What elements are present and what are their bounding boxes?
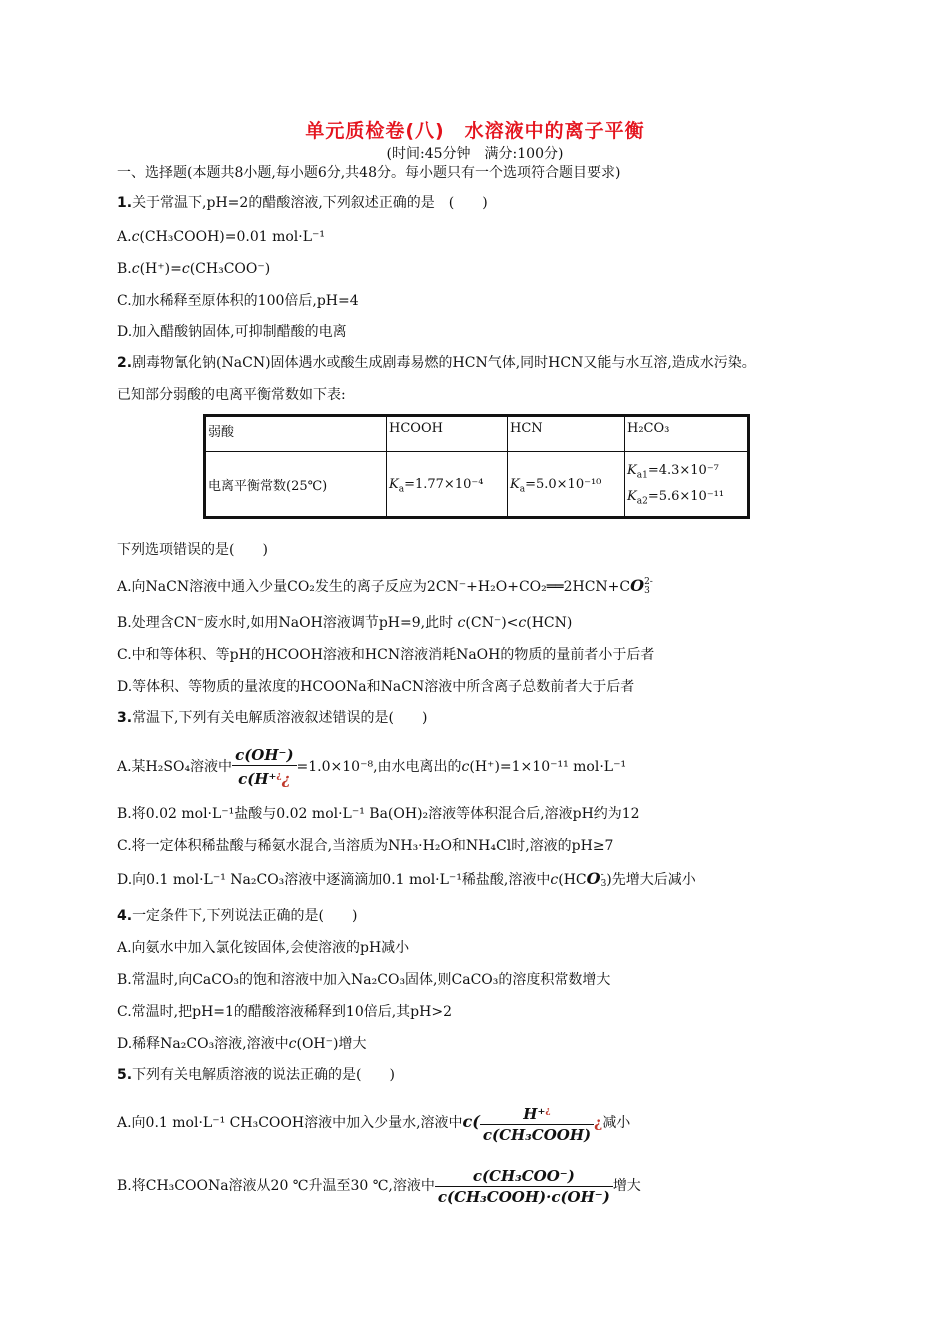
ka-value: =1.77×10⁻⁴ <box>404 476 484 492</box>
option-label: B. <box>117 261 132 277</box>
q4-option-a: A.向氨水中加入氯化铵固体,会使溶液的pH减小 <box>117 940 410 956</box>
table-cell-h2co3-ka <box>625 452 749 518</box>
render-artifact: ¿ <box>545 1106 551 1116</box>
var-c: c <box>131 229 140 245</box>
page-title: 单元质检卷(八) 水溶液中的离子平衡 <box>305 120 645 142</box>
fraction-denominator: c(CH₃COOH)·c(OH⁻) <box>437 1187 610 1206</box>
sub-a: a <box>519 484 526 495</box>
ion-charge: - <box>600 870 604 880</box>
q1-option-d: D.加入醋酸钠固体,可抑制醋酸的电离 <box>117 324 347 340</box>
option-text: D.向0.1 mol·L⁻¹ Na₂CO₃溶液中逐滴滴加0.1 mol·L⁻¹稀盐酸,溶液中 <box>117 872 551 888</box>
render-artifact: ¿ <box>281 770 291 788</box>
var-c: c <box>550 872 559 888</box>
var-c: c <box>288 1036 297 1052</box>
fraction-denominator <box>232 766 296 789</box>
render-artifact: ¿ <box>276 771 282 781</box>
var-c: c <box>518 615 527 631</box>
fraction-numerator: c(OH⁻) <box>232 745 296 766</box>
ratio-fraction <box>435 1166 613 1207</box>
question-3 <box>117 709 427 727</box>
question-5 <box>117 1066 395 1084</box>
option-text: (CH₃COOH)=0.01 mol·L⁻¹ <box>139 229 326 245</box>
question-number: 3. <box>117 710 133 726</box>
var-c: c <box>181 261 190 277</box>
q1-option-c: C.加水稀释至原体积的100倍后,pH=4 <box>117 293 359 309</box>
question-number: 5. <box>117 1067 133 1083</box>
question-stem: 关于常温下,pH=2的醋酸溶液,下列叙述正确的是 ( ) <box>132 195 488 211</box>
q1-option-b <box>117 260 270 278</box>
q3-option-a <box>117 745 626 789</box>
question-stem: 下列有关电解质溶液的说法正确的是( ) <box>132 1067 395 1083</box>
carbonate-o: O <box>630 576 645 595</box>
num-text: H⁺ <box>523 1105 546 1123</box>
paren: ( <box>472 1112 480 1131</box>
sub-a1: a1 <box>636 470 648 481</box>
option-text: )先增大后减小 <box>606 872 696 888</box>
question-4 <box>117 907 357 925</box>
page-subtitle: (时间:45分钟 满分:100分) <box>386 146 564 162</box>
fraction-numerator <box>480 1101 594 1125</box>
q4-option-b: B.常温时,向CaCO₃的饱和溶液中加入Na₂CO₃固体,则CaCO₃的溶度积常数增大 <box>117 972 611 988</box>
ka-value: =5.0×10⁻¹⁰ <box>525 476 602 492</box>
q1-option-a <box>117 228 325 246</box>
ion-subscript: 3 <box>600 879 607 889</box>
option-text: (OH⁻)增大 <box>296 1036 367 1052</box>
option-text: B.处理含CN⁻废水时,如用NaOH溶液调节pH=9,此时 <box>117 615 454 631</box>
ratio-fraction <box>480 1101 594 1145</box>
var-c: c <box>462 1112 473 1131</box>
table-header-hcn: HCN <box>508 416 625 452</box>
option-text: (CN⁻)< <box>465 615 519 631</box>
q3-option-d <box>117 870 696 889</box>
ratio-fraction <box>232 745 296 789</box>
var-k: K <box>510 476 520 492</box>
fraction-denominator: c(CH₃COOH) <box>482 1126 592 1144</box>
question-stem: 常温下,下列有关电解质溶液叙述错误的是( ) <box>132 710 428 726</box>
question-1 <box>117 194 488 212</box>
q2-ask: 下列选项错误的是( ) <box>117 542 268 558</box>
option-text: A.向0.1 mol·L⁻¹ CH₃COOH溶液中加入少量水,溶液中 <box>117 1115 463 1131</box>
option-text: (HC <box>558 872 587 888</box>
q5-option-b <box>117 1164 641 1208</box>
question-2 <box>117 354 756 372</box>
option-text: =1.0×10⁻⁸,由水电离出的 <box>296 759 462 775</box>
option-text: (H⁺)=1×10⁻¹¹ mol·L⁻¹ <box>469 759 627 775</box>
table-header-acid: 弱酸 <box>205 416 387 452</box>
q4-option-c: C.常温时,把pH=1的醋酸溶液稀释到10倍后,其pH>2 <box>117 1004 452 1020</box>
table-header-h2co3: H₂CO₃ <box>625 416 749 452</box>
q2-option-a <box>117 577 653 596</box>
option-text: A.向NaCN溶液中通入少量CO₂发生的离子反应为2CN⁻+H₂O+CO₂══2HCN+C <box>117 579 631 595</box>
table-header-hcooh: HCOOH <box>387 416 508 452</box>
q2-option-d: D.等体积、等物质的量浓度的HCOONa和NaCN溶液中所含离子总数前者大于后者 <box>117 679 635 695</box>
table-cell-hcooh-ka <box>387 452 508 518</box>
q2-option-b <box>117 614 572 632</box>
var-c: c <box>131 261 140 277</box>
ionization-constant-table <box>203 414 750 519</box>
ka1-line <box>627 458 745 484</box>
question-stem: 一定条件下,下列说法正确的是( ) <box>132 908 358 924</box>
option-text: (H⁺)= <box>139 261 182 277</box>
q3-option-c: C.将一定体积稀盐酸与稀氨水混合,当溶质为NH₃·H₂O和NH₄Cl时,溶液的pH≥7 <box>117 838 614 854</box>
table-cell-hcn-ka <box>508 452 625 518</box>
option-text: D.稀释Na₂CO₃溶液,溶液中 <box>117 1036 289 1052</box>
bicarbonate-o: O <box>586 869 601 888</box>
question-number: 1. <box>117 195 133 211</box>
var-k: K <box>389 476 399 492</box>
option-label: A. <box>117 229 132 245</box>
sub-a2: a2 <box>636 496 648 507</box>
q4-option-d <box>117 1035 366 1053</box>
q2-option-c: C.中和等体积、等pH的HCOOH溶液和HCN溶液消耗NaOH的物质的量前者小于后者 <box>117 647 655 663</box>
option-text: (HCN) <box>526 615 573 631</box>
den-text: c(H⁺ <box>238 770 277 788</box>
option-text: A.某H₂SO₄溶液中 <box>117 759 233 775</box>
ka-value: =4.3×10⁻⁷ <box>647 463 719 478</box>
var-c: c <box>457 615 466 631</box>
section-heading: 一、选择题(本题共8小题,每小题6分,共48分。每小题只有一个选项符合题目要求) <box>117 165 621 181</box>
ion-charge: 2- <box>644 577 653 587</box>
var-k: K <box>627 489 637 504</box>
q2-intro: 已知部分弱酸的电离平衡常数如下表: <box>117 387 346 403</box>
var-c: c <box>461 759 470 775</box>
render-artifact: ¿ <box>594 1115 603 1131</box>
ka-value: =5.6×10⁻¹¹ <box>647 489 725 504</box>
var-k: K <box>627 463 637 478</box>
ka2-line <box>627 484 745 510</box>
question-stem: 剧毒物氰化钠(NaCN)固体遇水或酸生成剧毒易燃的HCN气体,同时HCN又能与水互溶,造成水污染。 <box>132 355 756 371</box>
question-number: 2. <box>117 355 133 371</box>
fraction-numerator: c(CH₃COO⁻) <box>435 1166 613 1187</box>
option-text: B.将CH₃COONa溶液从20 ℃升温至30 ℃,溶液中 <box>117 1178 435 1194</box>
option-text: 增大 <box>612 1178 641 1194</box>
option-text: 减小 <box>602 1115 631 1131</box>
q5-option-a <box>117 1100 630 1145</box>
question-number: 4. <box>117 908 133 924</box>
option-text: (CH₃COO⁻) <box>189 261 271 277</box>
q3-option-b: B.将0.02 mol·L⁻¹盐酸与0.02 mol·L⁻¹ Ba(OH)₂溶液等体积混合后,溶液pH约为12 <box>117 806 640 822</box>
sub-a: a <box>398 484 405 495</box>
ion-subscript: 3 <box>644 586 650 596</box>
table-row-label: 电离平衡常数(25℃) <box>205 452 387 518</box>
